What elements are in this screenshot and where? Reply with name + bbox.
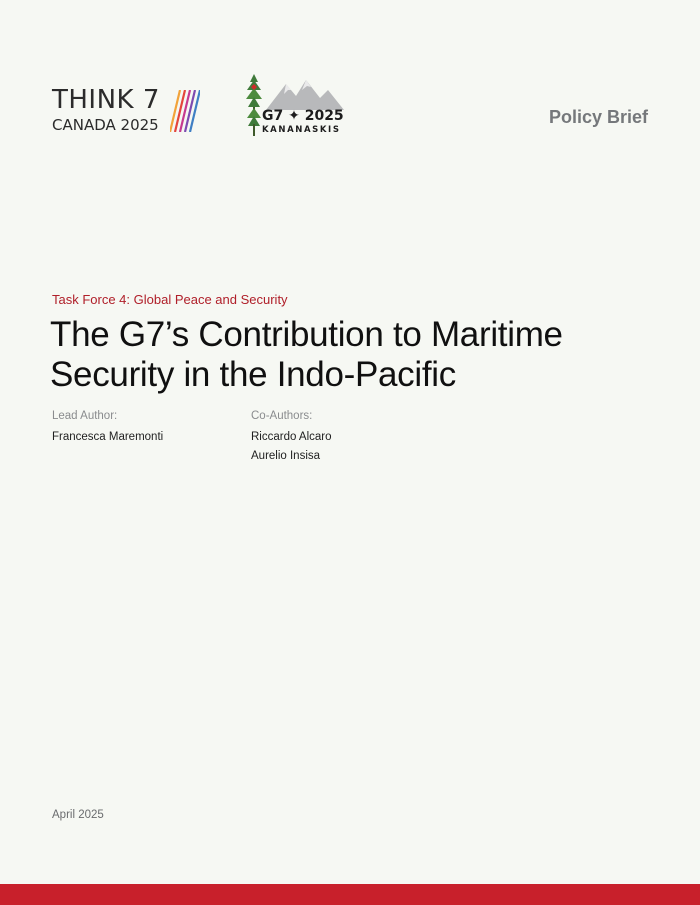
tree-trunk-icon [244, 108, 264, 138]
footer-color-bar [0, 884, 700, 905]
co-author-name: Riccardo Alcaro [251, 431, 332, 443]
title-line-2: Security in the Indo-Pacific [50, 355, 456, 394]
document-title [50, 315, 660, 395]
g7-year-label: G7 ✦ 2025 [262, 108, 344, 124]
g7-place-label: KANANASKIS [262, 125, 341, 135]
think7-logo-line2: CANADA 2025 [52, 116, 159, 134]
co-author-name: Aurelio Insisa [251, 450, 321, 462]
stripe-3 [180, 90, 190, 132]
task-force-label: Task Force 4: Global Peace and Security [52, 292, 288, 307]
g7-kananaskis-logo [244, 72, 344, 140]
think7-logo [52, 86, 212, 138]
think7-logo-line1: THINK 7 [52, 85, 160, 115]
lead-author-name: Francesca Maremonti [52, 431, 164, 443]
document-type-label: Policy Brief [548, 107, 648, 127]
stripe-2 [175, 90, 185, 132]
think7-stripes-icon [170, 90, 200, 132]
stripe-5 [190, 90, 200, 132]
stripe-1 [170, 90, 180, 132]
publication-date: April 2025 [52, 809, 104, 821]
mountain-tree-icon [244, 72, 344, 112]
stripe-4 [185, 90, 195, 132]
co-authors-label: Co-Authors: [251, 410, 313, 422]
title-line-1: The G7’s Contribution to Maritime [50, 315, 563, 354]
lead-author-label: Lead Author: [52, 410, 118, 422]
